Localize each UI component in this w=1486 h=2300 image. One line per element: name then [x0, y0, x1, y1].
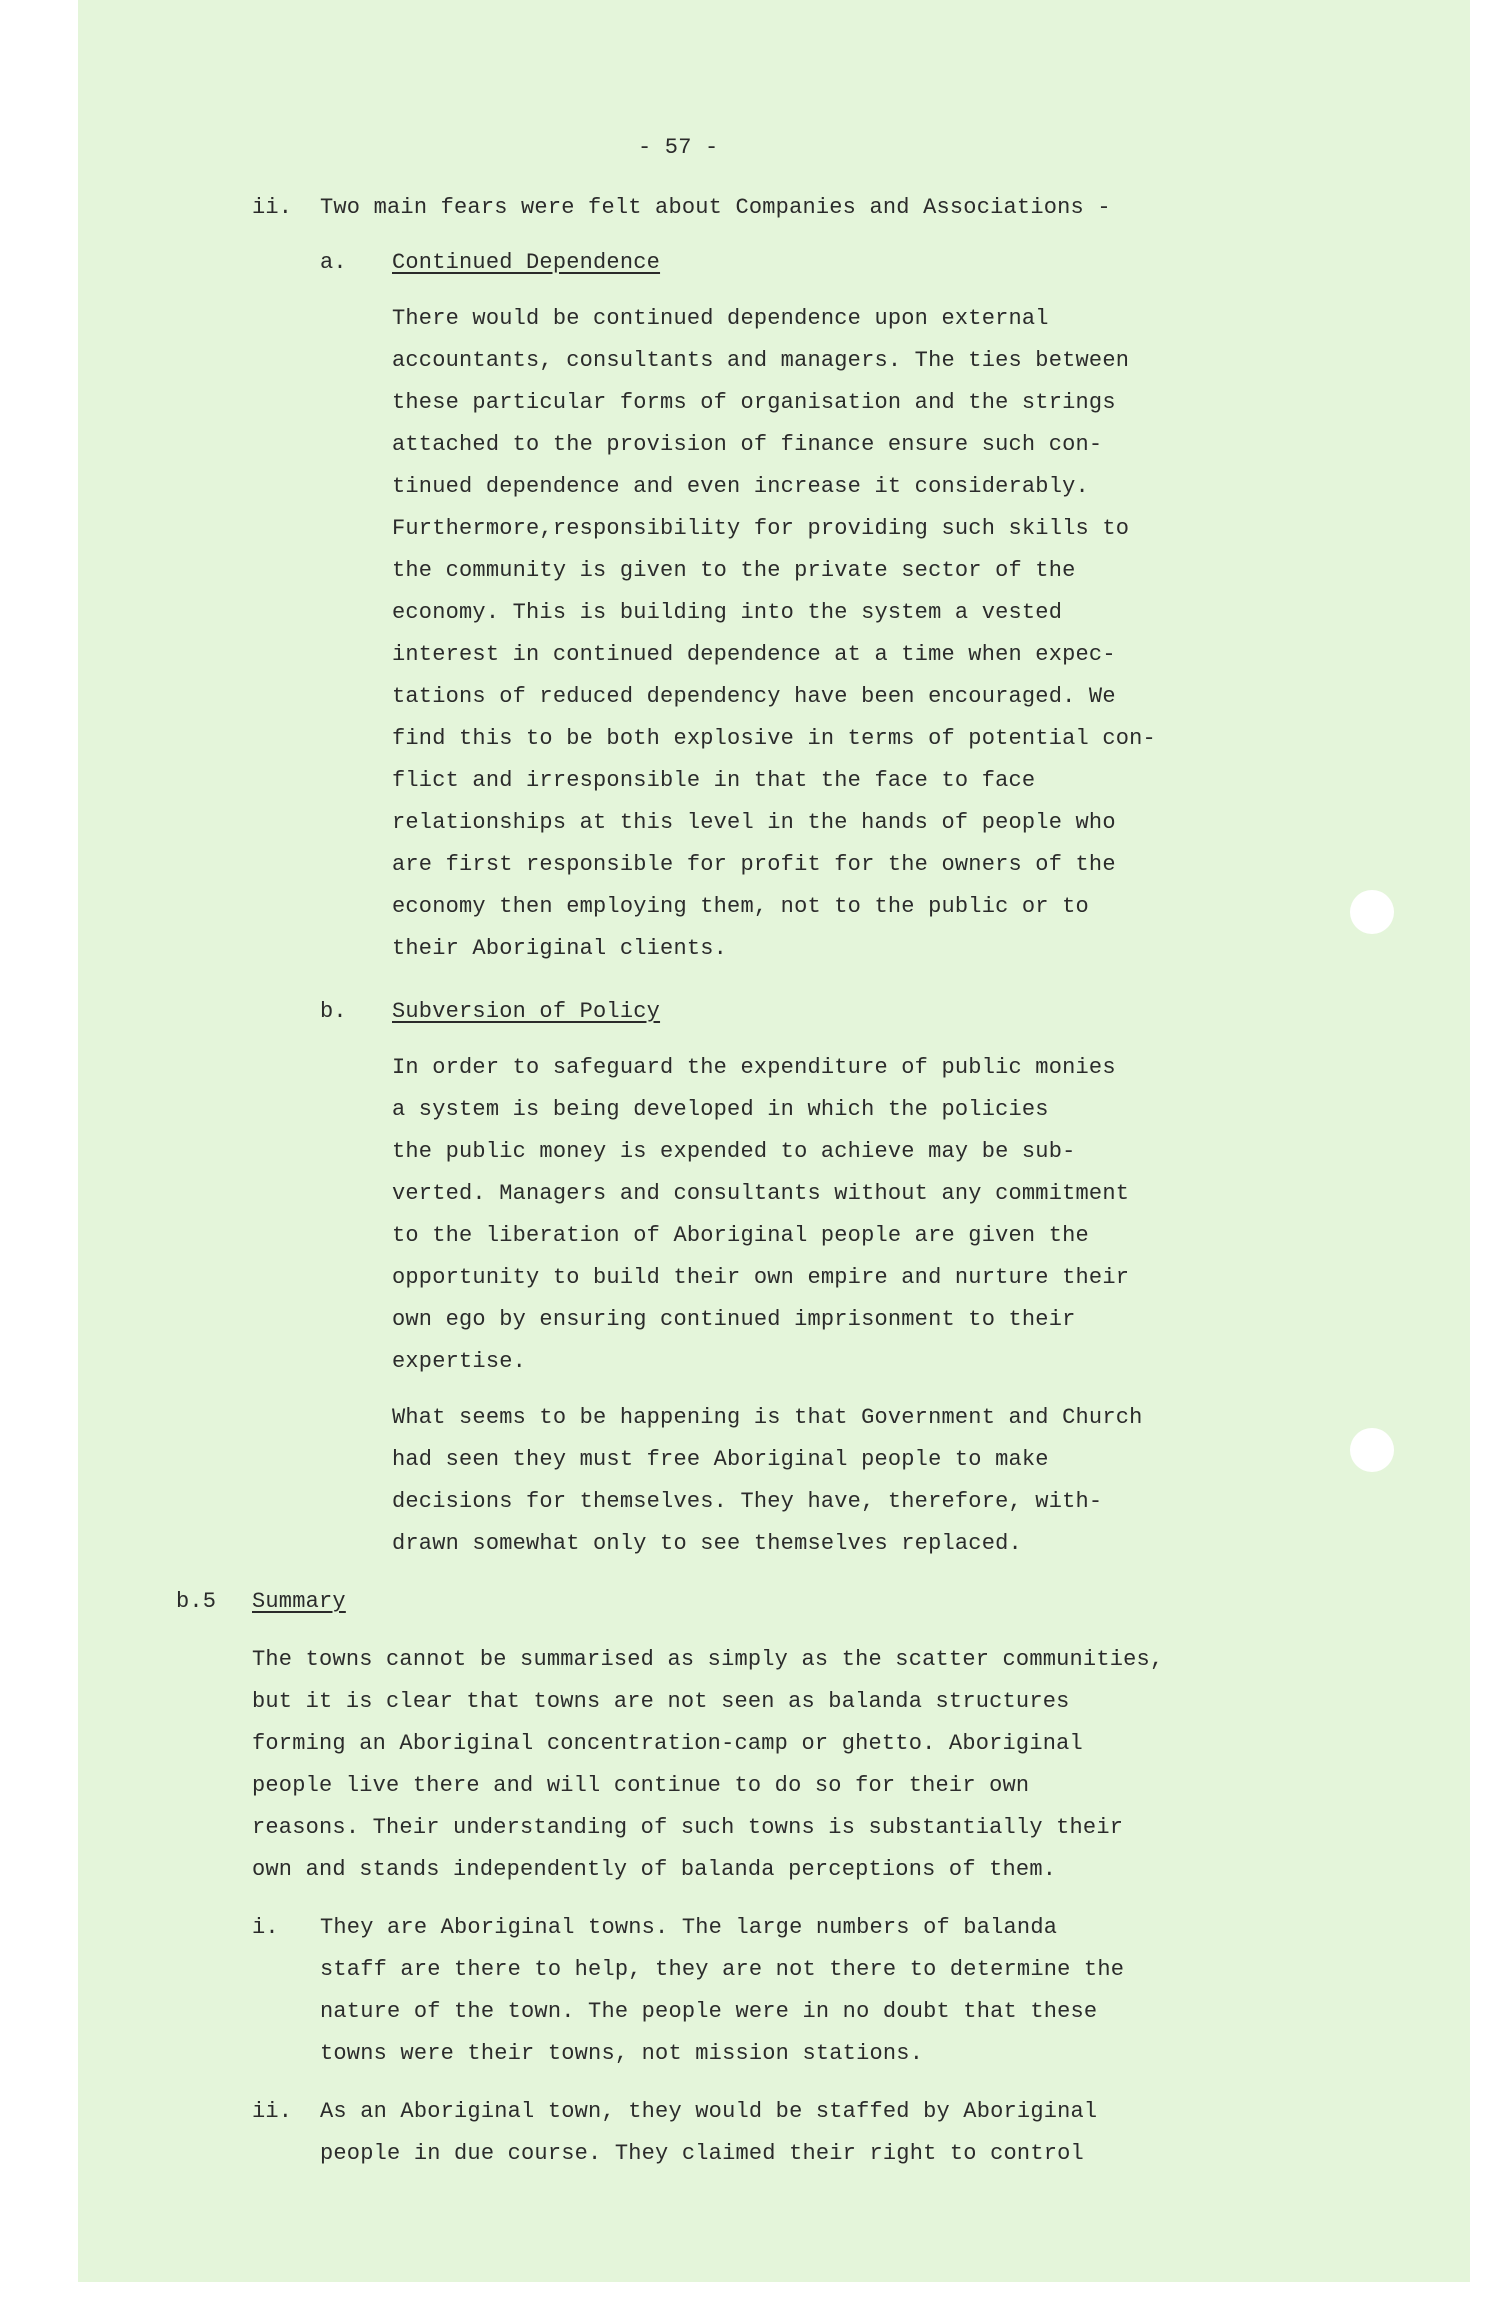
section-marker: ii. — [252, 195, 293, 220]
text-line: flict and irresponsible in that the face to face — [392, 768, 1036, 793]
subsection-marker: a. — [320, 250, 347, 275]
text-line: had seen they must free Aboriginal people to make — [392, 1447, 1049, 1472]
text-line: Furthermore,responsibility for providing such skills to — [392, 516, 1130, 541]
text-line: relationships at this level in the hands of people who — [392, 810, 1116, 835]
text-line: tinued dependence and even increase it considerably. — [392, 474, 1089, 499]
text-line: these particular forms of organisation and the strings — [392, 390, 1116, 415]
text-line: The towns cannot be summarised as simply as the scatter communities, — [252, 1647, 1164, 1672]
text-line: There would be continued dependence upon external — [392, 306, 1049, 331]
text-line: accountants, consultants and managers. The ties between — [392, 348, 1130, 373]
point-marker: ii. — [252, 2099, 293, 2124]
text-line: staff are there to help, they are not there to determine the — [320, 1957, 1125, 1982]
text-line: verted. Managers and consultants without any commitment — [392, 1181, 1130, 1206]
text-line: towns were their towns, not mission stations. — [320, 2041, 924, 2066]
text-line: the community is given to the private sector of the — [392, 558, 1076, 583]
punch-hole — [1350, 1428, 1394, 1472]
text-line: people in due course. They claimed their right to control — [320, 2141, 1084, 2166]
text-line: reasons. Their understanding of such towns is substantially their — [252, 1815, 1124, 1840]
summary-marker: b.5 — [176, 1589, 217, 1614]
text-line: What seems to be happening is that Government and Church — [392, 1405, 1143, 1430]
text-line: nature of the town. The people were in no doubt that these — [320, 1999, 1098, 2024]
text-line: to the liberation of Aboriginal people are given the — [392, 1223, 1089, 1248]
text-line: As an Aboriginal town, they would be staffed by Aboriginal — [320, 2099, 1098, 2124]
text-line: economy then employing them, not to the public or to — [392, 894, 1089, 919]
text-line: They are Aboriginal towns. The large numbers of balanda — [320, 1915, 1058, 1940]
text-line: attached to the provision of finance ensure such con- — [392, 432, 1103, 457]
text-line: own ego by ensuring continued imprisonment to their — [392, 1307, 1076, 1332]
point-marker: i. — [252, 1915, 279, 1940]
text-line: interest in continued dependence at a time when expec- — [392, 642, 1116, 667]
text-line: drawn somewhat only to see themselves replaced. — [392, 1531, 1022, 1556]
text-line: own and stands independently of balanda perceptions of them. — [252, 1857, 1057, 1882]
text-line: people live there and will continue to do so for their own — [252, 1773, 1030, 1798]
summary-heading: Summary — [252, 1589, 346, 1614]
subsection-heading: Subversion of Policy — [392, 999, 661, 1024]
text-line: expertise. — [392, 1349, 527, 1374]
text-line: their Aboriginal clients. — [392, 936, 728, 961]
text-line: the public money is expended to achieve may be sub- — [392, 1139, 1076, 1164]
text-line: economy. This is building into the system a vested — [392, 600, 1063, 625]
text-line: find this to be both explosive in terms of potential con- — [392, 726, 1156, 751]
text-line: tations of reduced dependency have been encouraged. We — [392, 684, 1116, 709]
text-line: are first responsible for profit for the owners of the — [392, 852, 1116, 877]
text-line: a system is being developed in which the policies — [392, 1097, 1049, 1122]
text-line: opportunity to build their own empire and nurture their — [392, 1265, 1130, 1290]
text-line: decisions for themselves. They have, therefore, with- — [392, 1489, 1103, 1514]
punch-hole — [1350, 890, 1394, 934]
page-number: - 57 - — [638, 135, 719, 160]
text-line: forming an Aboriginal concentration-camp or ghetto. Aboriginal — [252, 1731, 1083, 1756]
text-line: but it is clear that towns are not seen as balanda structures — [252, 1689, 1070, 1714]
text-line: In order to safeguard the expenditure of public monies — [392, 1055, 1116, 1080]
subsection-marker: b. — [320, 999, 347, 1024]
section-intro: Two main fears were felt about Companies and Associations - — [320, 195, 1111, 220]
subsection-heading: Continued Dependence — [392, 250, 661, 275]
